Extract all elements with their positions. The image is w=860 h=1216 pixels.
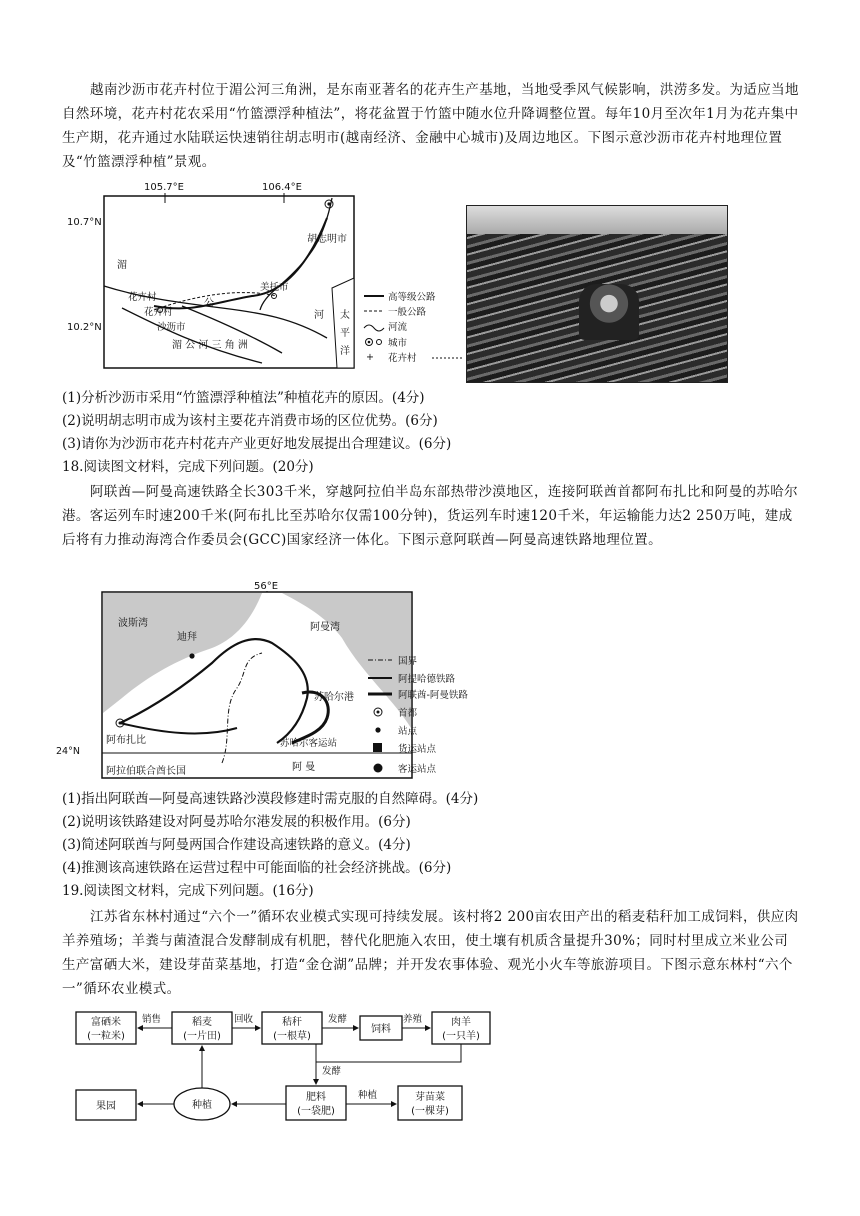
svg-text:首都: 首都: [398, 708, 418, 719]
svg-text:(一粒米): (一粒米): [87, 1031, 125, 1042]
lon-label-2: 106.4°E: [262, 182, 302, 193]
svg-text:+: +: [366, 352, 374, 363]
ocean-1: 太: [340, 310, 350, 321]
svg-text:稻麦: 稻麦: [192, 1017, 212, 1028]
q19-intro: 江苏省东林村通过“六个一”循环农业模式实现可持续发展。该村将2 200亩农田产出的稻麦秸秆加工成饲料，供应肉羊养殖场；羊粪与菌渣混合发酵制成有机肥，替代化肥施入农田，使土壤有机质含量提升30%；同时村里成立米业公司生产富硒大米，建设芽苗菜基地，打造“金仓湖”品牌；并开发农事体验、观光小火车等旅游项目。下图示意东林村“六个一”循环农业模式。: [62, 909, 799, 997]
lat-label-2: 10.2°N: [67, 322, 102, 333]
svg-text:芽苗菜: 芽苗菜: [415, 1092, 445, 1103]
oman-gulf-label: 阿曼湾: [310, 622, 340, 633]
q18-question-1: (1)指出阿联酋—阿曼高速铁路沙漠段修建时需克服的自然障碍。(4分): [62, 791, 479, 807]
q18-intro: 阿联酋—阿曼高速铁路全长303千米，穿越阿拉伯半岛东部热带沙漠地区，连接阿联酋首都阿布扎比和阿曼的苏哈尔港。客运列车时速200千米(阿布扎比至苏哈尔仅需100分钟)，货运列车时速120千米，年运输能力达2 250万吨，建成后将有力推动海湾合作委员会(GCC)国家经济一体化。下图示意阿联酋—阿曼高速铁路地理位置。: [62, 484, 799, 548]
svg-text:(一棵芽): (一棵芽): [411, 1106, 449, 1117]
sohar-station-label: 苏哈尔客运站: [280, 738, 338, 749]
svg-text:种植: 种植: [192, 1100, 212, 1111]
svg-text:(一片田): (一片田): [183, 1031, 221, 1042]
gulf-label: 波斯湾: [118, 618, 148, 629]
svg-text:花卉村: 花卉村: [388, 353, 417, 364]
floating-basket-photo: [466, 205, 728, 383]
svg-text:肥料: 肥料: [306, 1092, 326, 1103]
svg-text:发酵: 发酵: [322, 1066, 342, 1077]
svg-text:饲料: 饲料: [371, 1024, 391, 1035]
meituo-label: 美托市: [260, 282, 289, 293]
mei-label: 湄: [117, 260, 127, 271]
svg-text:销售: 销售: [142, 1014, 162, 1025]
lat-label: 24°N: [56, 746, 80, 757]
lat-label-1: 10.7°N: [67, 217, 102, 228]
hcm-label: 胡志明市: [307, 234, 347, 245]
uae-label: 阿拉伯联合酋长国: [106, 766, 186, 777]
meituo-marker: [272, 294, 277, 299]
mekong-map: [62, 178, 462, 388]
lon-label-1: 105.7°E: [144, 182, 184, 193]
hcm-city-marker: [327, 202, 330, 205]
svg-text:秸秆: 秸秆: [282, 1017, 302, 1028]
svg-text:富硒米: 富硒米: [91, 1017, 121, 1028]
ocean-2: 平: [340, 328, 350, 339]
map-legend: [364, 291, 462, 364]
village-label: 花卉村: [144, 307, 173, 318]
q17-intro: 越南沙沥市花卉村位于湄公河三角洲，是东南亚著名的花卉生产基地，当地受季风气候影响，洪涝多发。为适应当地自然环境，花卉村花农采用“竹篮漂浮种植法”，将花盆置于竹篮中随水位升降调整位置。每年10月至次年1月为花卉集中生产期，花卉通过水陆联运快速销往胡志明市(越南经济、金融中心城市)及周边地区。下图示意沙沥市花卉村地理位置及“竹篮漂浮种植”景观。: [62, 82, 799, 170]
svg-text:种植: 种植: [358, 1090, 378, 1101]
delta-label: 湄 公 河 三 角 洲: [172, 340, 248, 351]
ocean-3: 洋: [340, 346, 350, 357]
q17-question-2: (2)说明胡志明市成为该村主要花卉消费市场的区位优势。(6分): [62, 413, 438, 429]
svg-text:阿联酋-阿曼铁路: 阿联酋-阿曼铁路: [398, 690, 468, 701]
svg-text:养殖: 养殖: [403, 1014, 423, 1025]
river-2: [122, 308, 262, 363]
oman-label: 阿 曼: [292, 762, 316, 773]
q18-question-4: (4)推测该高速铁路在运营过程中可能面临的社会经济挑战。(6分): [62, 860, 452, 876]
svg-text:客运站点: 客运站点: [398, 764, 437, 775]
uae-oman-map: [56, 578, 502, 788]
photo-boat-people: [579, 284, 639, 340]
abudhabi-label: 阿布扎比: [106, 735, 146, 746]
sohar-port-label: 苏哈尔港: [314, 692, 354, 703]
svg-text:站点: 站点: [398, 726, 418, 737]
svg-text:(一只羊): (一只羊): [442, 1031, 480, 1042]
gong-label: 公: [204, 298, 214, 309]
svg-text:城市: 城市: [388, 338, 408, 349]
svg-text:肉羊: 肉羊: [451, 1017, 471, 1028]
q18-heading: 18.阅读图文材料，完成下列问题。(20分): [62, 459, 314, 475]
svg-text:一般公路: 一般公路: [388, 307, 427, 318]
q18-question-3: (3)简述阿联酋与阿曼两国合作建设高速铁路的意义。(4分): [62, 837, 411, 853]
shali-label: 沙沥市: [157, 322, 186, 333]
circular-agri-diagram: [62, 1004, 492, 1126]
svg-text:国界: 国界: [398, 656, 418, 667]
dubai-label: 迪拜: [177, 632, 197, 643]
svg-text:河流: 河流: [388, 322, 408, 333]
photo-water: [467, 206, 727, 234]
river-4: [260, 198, 332, 310]
q17-question-3: (3)请你为沙沥市花卉村花卉产业更好地发展提出合理建议。(6分): [62, 436, 452, 452]
svg-text:高等级公路: 高等级公路: [388, 292, 436, 303]
q17-question-1: (1)分析沙沥市采用“竹篮漂浮种植法”种植花卉的原因。(4分): [62, 390, 425, 406]
svg-text:(一袋肥): (一袋肥): [297, 1106, 335, 1117]
q18-question-2: (2)说明该铁路建设对阿曼苏哈尔港发展的积极作用。(6分): [62, 814, 411, 830]
svg-text:回收: 回收: [234, 1014, 254, 1025]
village-name: 花卉村: [128, 292, 157, 303]
svg-text:果园: 果园: [96, 1101, 116, 1112]
svg-text:发酵: 发酵: [328, 1014, 348, 1025]
svg-text:货运站点: 货运站点: [398, 744, 437, 755]
svg-text:(一根草): (一根草): [273, 1031, 311, 1042]
highway: [154, 218, 327, 308]
svg-text:阿提哈德铁路: 阿提哈德铁路: [398, 674, 456, 685]
q19-heading: 19.阅读图文材料，完成下列问题。(16分): [62, 883, 314, 899]
abudhabi-marker: [119, 722, 122, 725]
he-label: 河: [314, 310, 324, 321]
lon-label: 56°E: [254, 581, 279, 592]
